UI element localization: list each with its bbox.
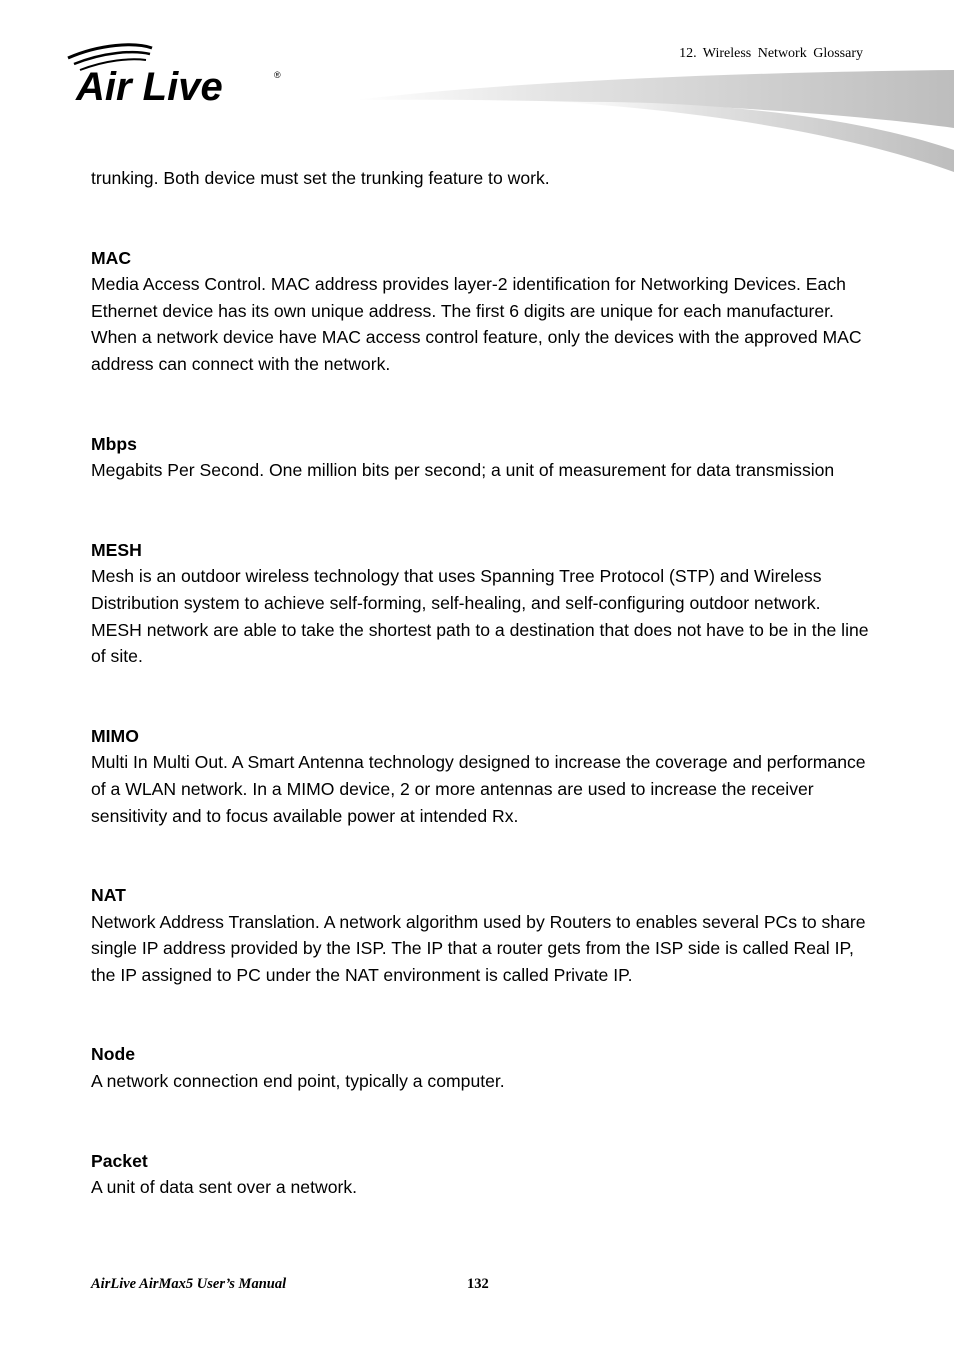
svg-text:Air Live: Air Live: [76, 65, 223, 109]
airlive-logo-icon: [60, 40, 300, 110]
entry-definition: Mesh is an outdoor wireless technology that uses Spanning Tree Protocol (STP) and Wireless Distribution system to achieve self-forming, self-healing, and self-configuring outdoor network. MESH network are able to take the shortest path to a destination that does not have to be in the line of site.: [91, 566, 869, 667]
glossary-entry-mac: [91, 245, 871, 378]
page-header: [0, 0, 954, 180]
entry-term: Mbps: [91, 433, 137, 454]
entry-term: MIMO: [91, 725, 139, 746]
entry-definition: Megabits Per Second. One million bits per second; a unit of measurement for data transmission: [91, 460, 835, 481]
glossary-entry-mbps: [91, 431, 871, 484]
glossary-entry-nat: [91, 882, 871, 988]
glossary-entry-mesh: [91, 537, 871, 670]
entry-term: Packet: [91, 1150, 148, 1171]
glossary-entry-packet: [91, 1148, 871, 1201]
entry-term: MESH: [91, 539, 142, 560]
entry-term: MAC: [91, 247, 132, 268]
airlive-logo: [60, 40, 300, 110]
intro-paragraph: trunking. Both device must set the trunking feature to work.: [91, 168, 550, 188]
entry-definition: Multi In Multi Out. A Smart Antenna technology designed to increase the coverage and performance of a WLAN network. In a MIMO device, 2 or more antennas are used to increase the receiver sensitivity and to focus available power at intended Rx.: [91, 752, 866, 826]
glossary-content: [91, 165, 871, 1201]
entry-term: NAT: [91, 885, 126, 906]
entry-definition: Network Address Translation. A network algorithm used by Routers to enables several PCs to share single IP address provided by the ISP. The IP that a router gets from the ISP side is called Real IP, the IP assigned to PC under the NAT environment is called Private IP.: [91, 911, 866, 985]
manual-title: AirLive AirMax5 User’s Manual: [91, 1276, 287, 1292]
glossary-entry-node: [91, 1041, 871, 1094]
chapter-title: 12. Wireless Network Glossary: [679, 46, 863, 61]
entry-definition: Media Access Control. MAC address provides layer-2 identification for Networking Devices. Each Ethernet device has its own unique address. The first 6 digits are unique for each manufacturer. When a network device have MAC access control feature, only the devices with the approved MAC address can connect with the network.: [91, 274, 862, 374]
entry-term: Node: [91, 1044, 135, 1065]
glossary-entry-mimo: [91, 723, 871, 829]
page-number: 132: [467, 1276, 489, 1292]
svg-text:®: ®: [274, 70, 281, 80]
entry-definition: A network connection end point, typically a computer.: [91, 1071, 505, 1092]
entry-definition: A unit of data sent over a network.: [91, 1177, 358, 1198]
